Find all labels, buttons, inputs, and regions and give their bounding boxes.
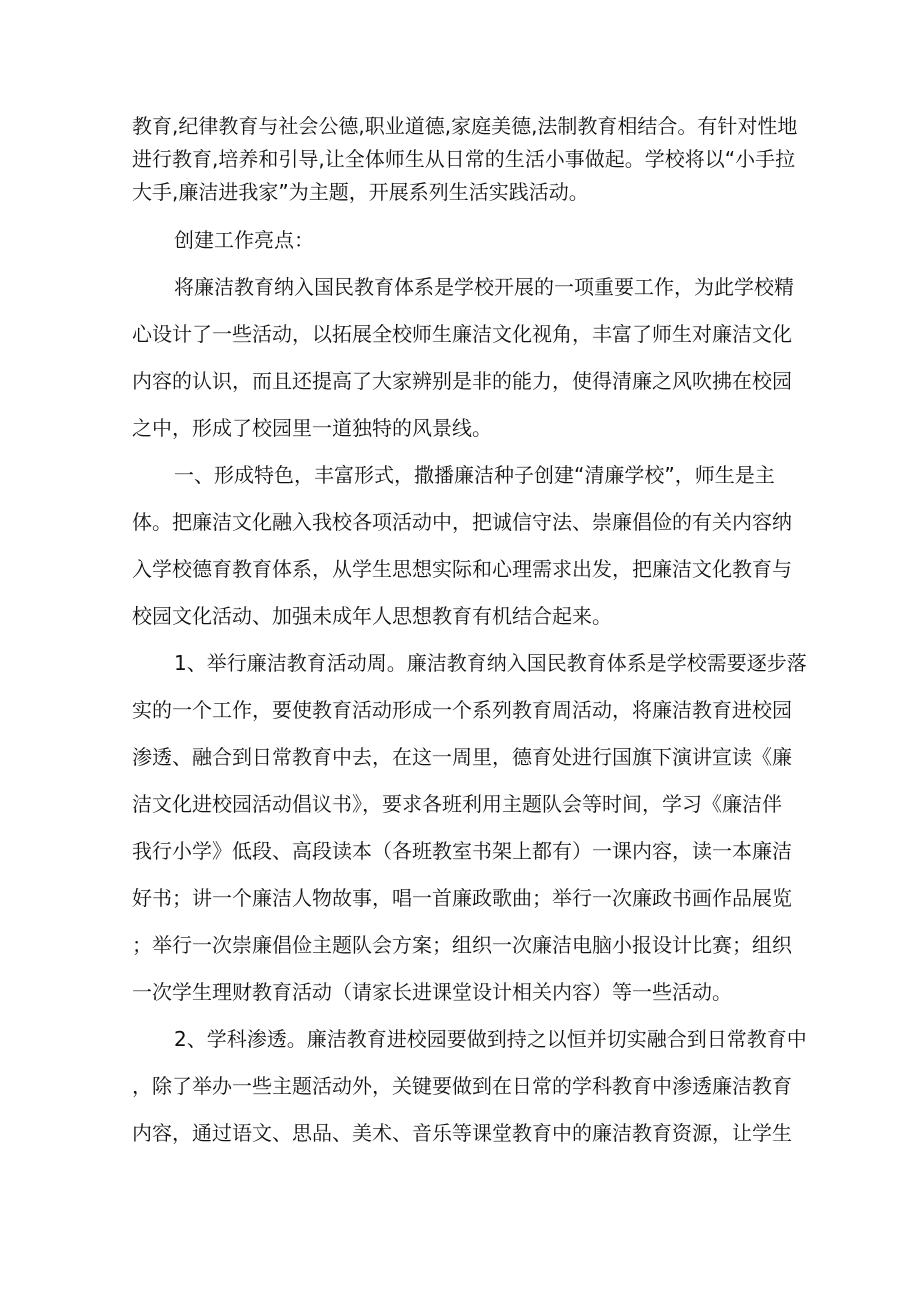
text-line: ；举行一次崇廉倡俭主题队会方案；组织一次廉洁电脑小报设计比赛；组织 bbox=[132, 933, 792, 957]
text-line: 我行小学》低段、高段读本（各班教室书架上都有）一课内容，读一本廉洁 bbox=[132, 839, 792, 863]
section-heading: 创建工作亮点： bbox=[174, 228, 314, 252]
text-line: ，除了举办一些主题活动外，关键要做到在日常的学科教育中渗透廉洁教育 bbox=[132, 1074, 792, 1098]
text-line: 好书；讲一个廉洁人物故事，唱一首廉政歌曲；举行一次廉政书画作品展览 bbox=[132, 886, 792, 910]
text-line: 大手,廉洁进我家”为主题，开展系列生活实践活动。 bbox=[132, 180, 589, 204]
text-line: 2、学科渗透。廉洁教育进校园要做到持之以恒并切实融合到日常教育中 bbox=[174, 1027, 807, 1051]
text-line: 之中，形成了校园里一道独特的风景线。 bbox=[132, 416, 492, 440]
text-line: 实的一个工作，要使教育活动形成一个系列教育周活动，将廉洁教育进校园 bbox=[132, 698, 792, 722]
text-line: 体。把廉洁文化融入我校各项活动中，把诚信守法、崇廉倡俭的有关内容纳 bbox=[132, 510, 792, 534]
text-line: 内容的认识，而且还提高了大家辨别是非的能力，使得清廉之风吹拂在校园 bbox=[132, 369, 792, 393]
text-line: 一、形成特色，丰富形式，撒播廉洁种子创建“清廉学校”，师生是主 bbox=[174, 463, 775, 487]
text-line: 渗透、融合到日常教育中去，在这一周里，德育处进行国旗下演讲宣读《廉 bbox=[132, 745, 792, 769]
text-line: 教育,纪律教育与社会公德,职业道德,家庭美德,法制教育相结合。有针对性地 bbox=[132, 114, 798, 138]
text-line: 校园文化活动、加强未成年人思想教育有机结合起来。 bbox=[132, 604, 612, 628]
text-line: 一次学生理财教育活动（请家长进课堂设计相关内容）等一些活动。 bbox=[132, 980, 732, 1004]
text-line: 洁文化进校园活动倡议书》，要求各班利用主题队会等时间，学习《廉洁伴 bbox=[132, 792, 782, 816]
text-line: 1、举行廉洁教育活动周。廉洁教育纳入国民教育体系是学校需要逐步落 bbox=[174, 651, 807, 675]
text-line: 内容，通过语文、思品、美术、音乐等课堂教育中的廉洁教育资源，让学生 bbox=[132, 1121, 792, 1145]
text-line: 心设计了一些活动，以拓展全校师生廉洁文化视角，丰富了师生对廉洁文化 bbox=[132, 322, 792, 346]
text-line: 入学校德育教育体系，从学生思想实际和心理需求出发，把廉洁文化教育与 bbox=[132, 557, 792, 581]
text-line: 将廉洁教育纳入国民教育体系是学校开展的一项重要工作，为此学校精 bbox=[174, 275, 794, 299]
text-line: 进行教育,培养和引导,让全体师生从日常的生活小事做起。学校将以“小手拉 bbox=[132, 147, 796, 171]
